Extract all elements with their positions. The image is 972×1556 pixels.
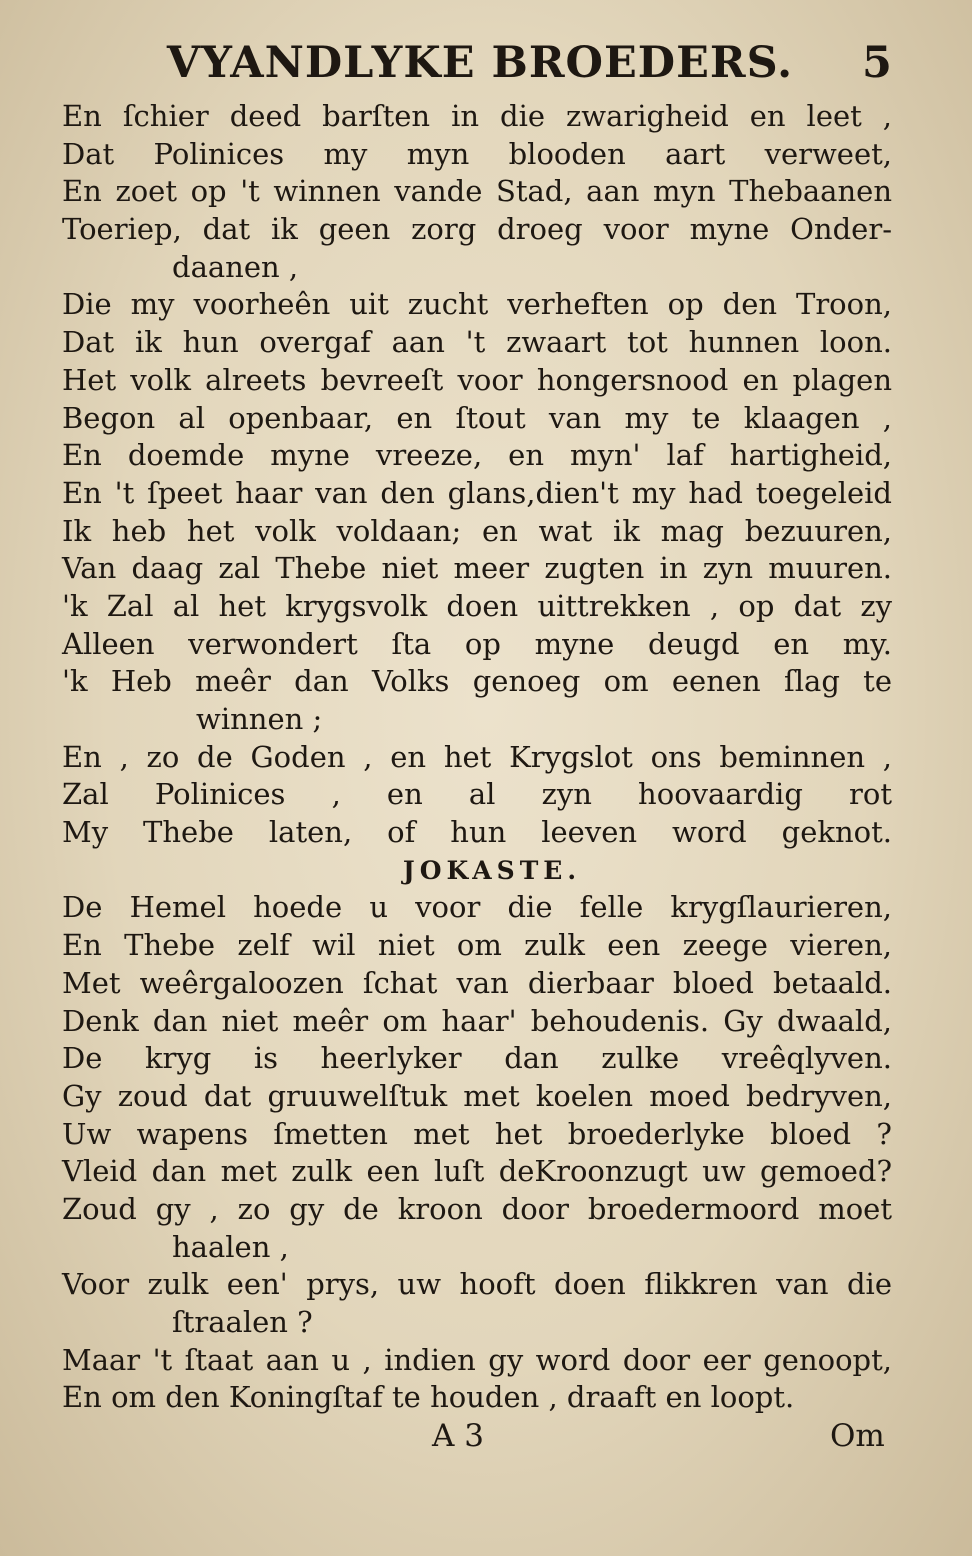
- speaker-heading: JOKASTE.: [402, 855, 582, 885]
- verse-line: Toeriep, dat ik geen zorg droeg voor myne Onder-: [62, 212, 892, 247]
- verse-line: En Thebe zelf wil niet om zulk een zeege vieren,: [62, 928, 892, 963]
- verse-line: 'k Heb meêr dan Volks genoeg om eenen ſlag te: [62, 664, 892, 699]
- verse-line: Uw wapens ſmetten met het broederlyke bloed ?: [62, 1116, 892, 1151]
- verse-text: [62, 98, 892, 1417]
- verse-line: Het volk alreets bevreeſt voor hongersnood en plagen: [62, 362, 892, 397]
- verse-line: Dat Polinices my myn blooden aart verweet,: [62, 136, 892, 171]
- verse-line: Zal Polinices , en al zyn hoovaardig rot: [62, 777, 892, 812]
- verse-line: 'k Zal al het krygsvolk doen uittrekken , op dat zy: [62, 588, 892, 623]
- verse-line: Alleen verwondert ſta op myne deugd en my.: [62, 626, 892, 661]
- verse-line: Dat ik hun overgaf aan 't zwaart tot hunnen loon.: [62, 325, 892, 360]
- verse-line: De kryg is heerlyker dan zulke vreêqlyven.: [62, 1041, 892, 1076]
- verse-line: Maar 't ſtaat aan u , indien gy word door eer genoopt,: [62, 1342, 892, 1377]
- verse-line: Zoud gy , zo gy de kroon door broedermoord moet: [62, 1191, 892, 1226]
- verse-line-continuation: daanen ,: [172, 249, 299, 284]
- verse-line: My Thebe laten, of hun leeven word geknot.: [62, 815, 892, 850]
- verse-line: En zoet op 't winnen vande Stad, aan myn Thebaanen: [62, 174, 892, 209]
- verse-line: En 't ſpeet haar van den glans,dien't my had toegeleid: [62, 475, 892, 510]
- verse-line: En om den Koningſtaf te houden , draaft en loopt.: [62, 1380, 795, 1415]
- verse-line: En ſchier deed barſten in die zwarigheid en leet ,: [62, 99, 892, 133]
- verse-line: Ik heb het volk voldaan; en wat ik mag bezuuren,: [62, 513, 892, 548]
- verse-line: En doemde myne vreeze, en myn' laf hartigheid,: [62, 438, 892, 473]
- verse-line-continuation: winnen ;: [196, 702, 323, 736]
- signature-mark: A 3: [432, 1418, 484, 1454]
- verse-line: De Hemel hoede u voor die felle krygſlaurieren,: [62, 890, 892, 925]
- verse-line: Die my voorheên uit zucht verheften op den Troon,: [62, 287, 892, 322]
- verse-line: En , zo de Goden , en het Krygslot ons beminnen ,: [62, 739, 892, 774]
- verse-line: Voor zulk een' prys, uw hooft doen flikkren van die: [62, 1267, 892, 1302]
- verse-line: Gy zoud dat gruuwelſtuk met koelen moed bedryven,: [62, 1078, 892, 1113]
- verse-line: Van daag zal Thebe niet meer zugten in zyn muuren.: [62, 551, 892, 586]
- verse-line: Vleid dan met zulk een luſt deKroonzugt uw gemoed?: [62, 1154, 892, 1189]
- verse-line: Begon al openbaar, en ſtout van my te klaagen ,: [62, 400, 892, 435]
- verse-line-continuation: ſtraalen ?: [172, 1305, 313, 1339]
- verse-line: Met weêrgaloozen ſchat van dierbaar bloed betaald.: [62, 965, 892, 1000]
- verse-line-continuation: haalen ,: [172, 1229, 289, 1264]
- page-number: 5: [862, 38, 892, 88]
- verse-line: Denk dan niet meêr om haar' behoudenis. Gy dwaald,: [62, 1003, 892, 1038]
- running-title: VYANDLYKE BROEDERS.: [166, 38, 794, 88]
- catchword: Om: [830, 1418, 885, 1454]
